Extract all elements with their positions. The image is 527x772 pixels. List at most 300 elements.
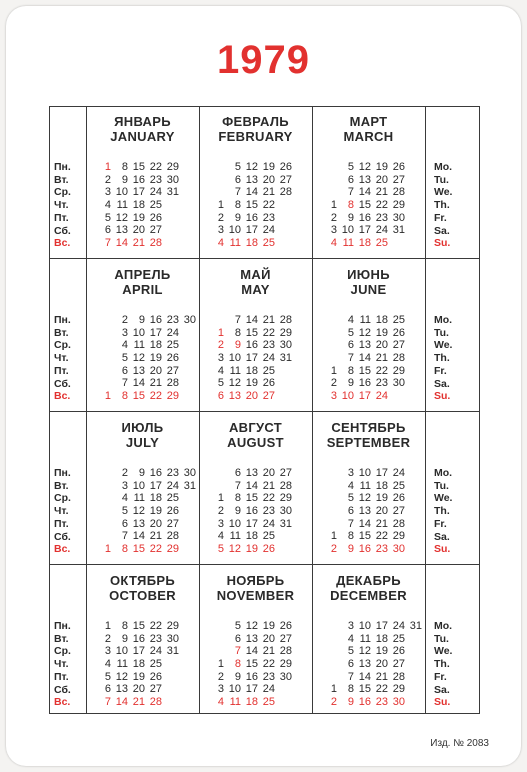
day-cell: 2: [330, 543, 337, 556]
day-cell: 2: [330, 211, 337, 224]
day-cell: 17: [245, 683, 258, 696]
day-cell: 18: [132, 658, 145, 671]
day-cell: 13: [358, 505, 371, 518]
day-cell: 4: [347, 314, 354, 326]
weekday-labels-en: [434, 161, 452, 250]
day-cell: 22: [375, 364, 388, 377]
day-cell: 19: [245, 377, 258, 390]
month-name-ru: ФЕВРАЛЬ: [222, 114, 289, 129]
month-header: [312, 420, 425, 450]
day-cell: 3: [217, 224, 224, 237]
day-cell: 28: [392, 352, 405, 365]
month-header: [199, 420, 312, 450]
day-cell: 22: [149, 390, 162, 403]
day-cell: 26: [392, 645, 405, 658]
day-cell: 6: [347, 505, 354, 518]
day-cell: 17: [375, 620, 388, 632]
day-cell: 19: [132, 670, 145, 683]
day-cell: 22: [375, 199, 388, 212]
weekday-label-ru: Вт.: [54, 326, 69, 339]
month-header: [86, 267, 199, 297]
day-cell: 14: [132, 377, 145, 390]
day-cell: 5: [121, 352, 128, 365]
day-cell: 14: [132, 530, 145, 543]
day-cell: 1: [217, 199, 224, 212]
weekday-label-ru: Пн.: [54, 467, 71, 479]
day-cell: 9: [138, 314, 145, 326]
day-cell: 17: [132, 645, 145, 658]
day-cell: 18: [245, 364, 258, 377]
day-cell: 7: [234, 479, 241, 492]
day-cell: 28: [392, 186, 405, 199]
day-cell: 7: [234, 186, 241, 199]
day-cell: 23: [149, 173, 162, 186]
month-header: [199, 114, 312, 144]
weekday-label-en: We.: [434, 186, 453, 199]
weekday-labels-ru: [54, 314, 71, 403]
day-cell: 31: [166, 645, 179, 658]
day-cell: 14: [245, 314, 258, 326]
day-cell: 19: [375, 326, 388, 339]
day-cell: 16: [358, 543, 371, 556]
day-cell: 30: [183, 314, 196, 326]
day-cell: 5: [347, 326, 354, 339]
day-cell: 21: [132, 237, 145, 250]
day-cell: 22: [262, 199, 275, 212]
day-cell: 21: [149, 530, 162, 543]
day-cell: 3: [121, 326, 128, 339]
weekday-label-en: Su.: [434, 543, 451, 556]
day-cell: 24: [375, 390, 388, 403]
day-cell: 12: [132, 505, 145, 518]
month-name-en: JUNE: [350, 282, 387, 297]
day-cell: 22: [262, 658, 275, 671]
day-cell: 7: [104, 696, 111, 709]
day-cell: 14: [245, 645, 258, 658]
day-cell: 12: [228, 543, 241, 556]
day-cell: 9: [121, 173, 128, 186]
day-cell: 30: [279, 670, 292, 683]
weekday-label-ru: Вс.: [54, 390, 71, 403]
day-cell: 11: [359, 314, 371, 326]
day-cell: 8: [234, 658, 241, 671]
day-cell: 18: [245, 237, 258, 250]
month-name-en: DECEMBER: [330, 588, 407, 603]
weekday-label-en: Sa.: [434, 224, 450, 237]
day-cell: 13: [228, 390, 241, 403]
day-cell: 15: [132, 543, 145, 556]
day-cell: 26: [166, 505, 179, 518]
day-cell: 4: [347, 632, 354, 645]
weekday-label-ru: Чт.: [54, 352, 69, 365]
weekday-label-en: Fr.: [434, 517, 447, 530]
day-cell: 2: [217, 339, 224, 352]
day-cell: 22: [149, 620, 162, 632]
day-cell: 16: [245, 211, 258, 224]
day-cell: 19: [149, 352, 162, 365]
weekday-label-en: Tu.: [434, 632, 449, 645]
weekday-label-en: Fr.: [434, 211, 447, 224]
day-cell: 10: [228, 352, 241, 365]
weekday-label-ru: Вт.: [54, 173, 69, 186]
day-cell: 24: [375, 224, 388, 237]
month-name-ru: ДЕКАБРЬ: [336, 573, 401, 588]
day-cell: 11: [229, 364, 241, 377]
day-cell: 20: [375, 173, 388, 186]
day-cell: 12: [245, 161, 258, 173]
day-cell: 26: [262, 377, 275, 390]
day-cell: 10: [358, 620, 371, 632]
day-cell: 16: [149, 314, 162, 326]
weekday-label-ru: Вт.: [54, 479, 69, 492]
day-cell: 31: [409, 620, 422, 632]
day-cell: 14: [245, 186, 258, 199]
weekday-labels-en: [434, 314, 452, 403]
day-cell: 27: [166, 517, 179, 530]
day-cell: 9: [138, 467, 145, 479]
month-name-en: APRIL: [122, 282, 163, 297]
month-name-en: JANUARY: [110, 129, 175, 144]
day-cell: 23: [375, 211, 388, 224]
day-cell: 19: [262, 161, 275, 173]
month-name-ru: ИЮЛЬ: [121, 420, 164, 435]
day-cell: 10: [341, 224, 354, 237]
day-cell: 27: [392, 505, 405, 518]
day-cell: 31: [392, 224, 405, 237]
weekday-label-en: Th.: [434, 505, 450, 518]
day-cell: 12: [115, 211, 128, 224]
day-cell: 29: [392, 530, 405, 543]
day-cell: 5: [347, 161, 354, 173]
day-cell: 31: [279, 352, 292, 365]
day-cell: 11: [359, 479, 371, 492]
weekday-label-en: We.: [434, 645, 453, 658]
month-name-en: MARCH: [343, 129, 394, 144]
day-cell: 18: [149, 492, 162, 505]
weekday-label-en: Su.: [434, 237, 451, 250]
day-cell: 14: [245, 479, 258, 492]
day-cell: 15: [245, 492, 258, 505]
weekday-label-ru: Пн.: [54, 620, 71, 632]
day-cell: 17: [245, 517, 258, 530]
weekday-label-en: Tu.: [434, 326, 449, 339]
day-cell: 2: [330, 377, 337, 390]
day-cell: 20: [132, 224, 145, 237]
day-cell: 27: [392, 173, 405, 186]
day-cell: 1: [330, 683, 337, 696]
month-days: [207, 467, 292, 556]
day-cell: 28: [392, 517, 405, 530]
day-cell: 22: [149, 543, 162, 556]
day-cell: 29: [392, 364, 405, 377]
day-cell: 24: [166, 479, 179, 492]
weekday-label-en: Fr.: [434, 670, 447, 683]
month-name-ru: МАРТ: [349, 114, 388, 129]
weekday-label-en: Fr.: [434, 364, 447, 377]
month-header: [199, 267, 312, 297]
day-cell: 2: [330, 696, 337, 709]
weekday-label-ru: Пн.: [54, 314, 71, 326]
month-header: [199, 573, 312, 603]
day-cell: 17: [245, 224, 258, 237]
day-cell: 18: [149, 339, 162, 352]
weekday-label-ru: Пт.: [54, 670, 69, 683]
day-cell: 7: [234, 314, 241, 326]
month-name-ru: МАЙ: [240, 267, 271, 282]
day-cell: 19: [375, 645, 388, 658]
month-days: [94, 620, 179, 709]
day-cell: 4: [330, 237, 337, 250]
day-cell: 30: [279, 339, 292, 352]
day-cell: 28: [279, 645, 292, 658]
day-cell: 29: [166, 543, 179, 556]
weekday-label-ru: Вс.: [54, 543, 71, 556]
day-cell: 7: [121, 530, 128, 543]
day-cell: 23: [375, 696, 388, 709]
day-cell: 3: [330, 224, 337, 237]
month-days: [94, 161, 179, 250]
day-cell: 29: [166, 390, 179, 403]
day-cell: 6: [104, 683, 111, 696]
month-header: [86, 420, 199, 450]
day-cell: 19: [375, 161, 388, 173]
day-cell: 16: [358, 211, 371, 224]
day-cell: 4: [121, 492, 128, 505]
weekday-label-en: Tu.: [434, 479, 449, 492]
weekday-label-ru: Ср.: [54, 339, 71, 352]
day-cell: 8: [347, 364, 354, 377]
day-cell: 30: [166, 632, 179, 645]
month-days: [207, 314, 292, 403]
weekday-label-ru: Вс.: [54, 237, 71, 250]
day-cell: 15: [245, 658, 258, 671]
day-cell: 18: [375, 479, 388, 492]
day-cell: 16: [245, 670, 258, 683]
day-cell: 9: [347, 696, 354, 709]
weekday-label-en: We.: [434, 492, 453, 505]
day-cell: 23: [166, 467, 179, 479]
day-cell: 10: [341, 390, 354, 403]
day-cell: 6: [347, 173, 354, 186]
month-header: [312, 573, 425, 603]
day-cell: 13: [115, 224, 128, 237]
day-cell: 24: [149, 186, 162, 199]
month-name-en: AUGUST: [227, 435, 284, 450]
month-header: [312, 267, 425, 297]
day-cell: 15: [132, 620, 145, 632]
weekday-label-ru: Пт.: [54, 211, 69, 224]
day-cell: 23: [375, 377, 388, 390]
day-cell: 10: [132, 479, 145, 492]
weekday-label-ru: Пт.: [54, 364, 69, 377]
day-cell: 25: [166, 492, 179, 505]
day-cell: 27: [262, 390, 275, 403]
day-cell: 8: [347, 199, 354, 212]
day-cell: 16: [149, 467, 162, 479]
day-cell: 5: [217, 377, 224, 390]
day-cell: 30: [279, 505, 292, 518]
day-cell: 28: [279, 186, 292, 199]
day-cell: 4: [121, 339, 128, 352]
weekday-label-en: Mo.: [434, 620, 453, 632]
day-cell: 9: [234, 339, 241, 352]
day-cell: 21: [262, 479, 275, 492]
day-cell: 9: [347, 543, 354, 556]
day-cell: 25: [166, 339, 179, 352]
day-cell: 11: [229, 696, 241, 709]
day-cell: 26: [392, 492, 405, 505]
day-cell: 17: [149, 326, 162, 339]
day-cell: 3: [217, 683, 224, 696]
day-cell: 14: [358, 186, 371, 199]
day-cell: 24: [262, 517, 275, 530]
day-cell: 17: [149, 479, 162, 492]
month-name-ru: СЕНТЯБРЬ: [331, 420, 406, 435]
weekday-label-ru: Ср.: [54, 186, 71, 199]
day-cell: 8: [234, 492, 241, 505]
weekday-label-ru: Вс.: [54, 696, 71, 709]
day-cell: 26: [392, 161, 405, 173]
day-cell: 9: [347, 211, 354, 224]
day-cell: 31: [166, 186, 179, 199]
day-cell: 9: [234, 505, 241, 518]
day-cell: 21: [375, 352, 388, 365]
grid-row-divider-2: [50, 411, 479, 412]
weekday-label-en: Th.: [434, 352, 450, 365]
day-cell: 20: [375, 505, 388, 518]
month-days: [94, 314, 196, 403]
day-cell: 6: [234, 632, 241, 645]
day-cell: 7: [347, 517, 354, 530]
day-cell: 18: [245, 696, 258, 709]
day-cell: 21: [262, 314, 275, 326]
month-name-en: NOVEMBER: [216, 588, 295, 603]
day-cell: 27: [279, 467, 292, 479]
day-cell: 3: [121, 479, 128, 492]
day-cell: 10: [228, 683, 241, 696]
day-cell: 10: [358, 467, 371, 479]
day-cell: 15: [358, 199, 371, 212]
day-cell: 2: [121, 314, 128, 326]
day-cell: 25: [262, 237, 275, 250]
day-cell: 3: [217, 517, 224, 530]
day-cell: 15: [245, 199, 258, 212]
day-cell: 11: [359, 632, 371, 645]
day-cell: 28: [149, 237, 162, 250]
month-days: [320, 161, 405, 250]
day-cell: 20: [262, 173, 275, 186]
day-cell: 20: [149, 364, 162, 377]
day-cell: 12: [228, 377, 241, 390]
day-cell: 19: [132, 211, 145, 224]
month-days: [320, 314, 405, 403]
grid-divider-left: [86, 107, 87, 713]
day-cell: 17: [132, 186, 145, 199]
day-cell: 5: [347, 645, 354, 658]
day-cell: 25: [149, 199, 162, 212]
month-name-en: JULY: [125, 435, 160, 450]
edition-number: Изд. № 2083: [430, 738, 489, 749]
day-cell: 2: [121, 467, 128, 479]
day-cell: 18: [375, 632, 388, 645]
day-cell: 24: [392, 467, 405, 479]
grid-row-divider-1: [50, 258, 479, 259]
day-cell: 13: [358, 658, 371, 671]
day-cell: 11: [116, 199, 128, 212]
day-cell: 29: [166, 161, 179, 173]
day-cell: 25: [262, 696, 275, 709]
month-name-ru: АВГУСТ: [228, 420, 283, 435]
weekday-label-en: Tu.: [434, 173, 449, 186]
day-cell: 14: [358, 670, 371, 683]
month-name-ru: НОЯБРЬ: [226, 573, 285, 588]
day-cell: 3: [217, 352, 224, 365]
day-cell: 11: [229, 237, 241, 250]
day-cell: 1: [104, 390, 111, 403]
day-cell: 31: [279, 517, 292, 530]
grid-row-divider-3: [50, 564, 479, 565]
weekday-label-ru: Сб.: [54, 683, 71, 696]
month-days: [207, 620, 292, 709]
day-cell: 7: [347, 186, 354, 199]
grid-divider-right: [425, 107, 426, 713]
day-cell: 16: [245, 505, 258, 518]
day-cell: 25: [262, 364, 275, 377]
day-cell: 10: [115, 186, 128, 199]
day-cell: 2: [217, 211, 224, 224]
day-cell: 8: [234, 326, 241, 339]
day-cell: 29: [279, 658, 292, 671]
day-cell: 20: [149, 517, 162, 530]
weekday-labels-en: [434, 620, 452, 709]
day-cell: 14: [115, 696, 128, 709]
day-cell: 30: [183, 467, 196, 479]
day-cell: 11: [229, 530, 241, 543]
day-cell: 27: [392, 339, 405, 352]
day-cell: 19: [245, 543, 258, 556]
day-cell: 22: [149, 161, 162, 173]
day-cell: 1: [330, 530, 337, 543]
day-cell: 12: [358, 492, 371, 505]
day-cell: 7: [104, 237, 111, 250]
weekday-label-ru: Чт.: [54, 658, 69, 671]
day-cell: 13: [132, 364, 145, 377]
month-header: [312, 114, 425, 144]
day-cell: 6: [121, 364, 128, 377]
day-cell: 25: [392, 314, 405, 326]
day-cell: 21: [262, 186, 275, 199]
day-cell: 8: [347, 530, 354, 543]
day-cell: 29: [392, 683, 405, 696]
day-cell: 28: [149, 696, 162, 709]
month-name-en: MAY: [241, 282, 270, 297]
month-name-en: SEPTEMBER: [326, 435, 411, 450]
day-cell: 27: [149, 224, 162, 237]
month-days: [94, 467, 196, 556]
day-cell: 18: [245, 530, 258, 543]
weekday-labels-ru: [54, 161, 71, 250]
day-cell: 24: [262, 352, 275, 365]
day-cell: 12: [245, 620, 258, 632]
day-cell: 12: [358, 645, 371, 658]
day-cell: 19: [262, 620, 275, 632]
day-cell: 13: [245, 173, 258, 186]
day-cell: 5: [121, 505, 128, 518]
day-cell: 21: [132, 696, 145, 709]
day-cell: 15: [132, 390, 145, 403]
day-cell: 23: [262, 211, 275, 224]
day-cell: 30: [392, 211, 405, 224]
